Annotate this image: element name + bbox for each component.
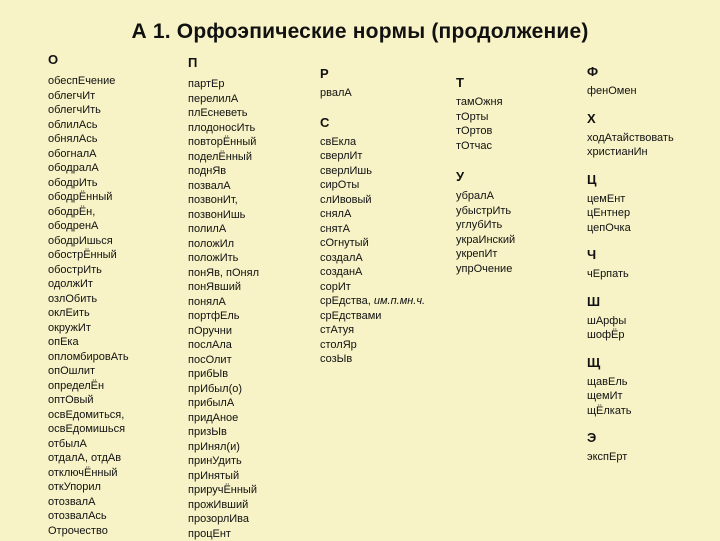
- word-item: [48, 132, 129, 147]
- column-p: [188, 55, 259, 541]
- word-text: слИвовый: [320, 194, 372, 206]
- word-text: ободралА: [48, 162, 99, 174]
- word-text: облегчИть: [48, 104, 101, 116]
- word-text: снятА: [320, 223, 350, 235]
- word-text: понялА: [188, 296, 226, 308]
- word-text: украИнский: [456, 234, 515, 246]
- word-item: [587, 206, 674, 221]
- word-text: срЕдствами: [320, 310, 381, 322]
- word-text: принУдить: [188, 455, 242, 467]
- word-text: отдалА, отдАв: [48, 452, 121, 464]
- word-item: [48, 350, 129, 365]
- word-item: [320, 323, 425, 338]
- word-item: [188, 367, 259, 382]
- word-text: шофЁр: [587, 329, 624, 341]
- word-text: прИнятый: [188, 470, 239, 482]
- word-item: [48, 147, 129, 162]
- word-text: понЯвший: [188, 281, 241, 293]
- letter-block-u: [456, 169, 515, 276]
- word-text: отключЁнный: [48, 467, 118, 479]
- word-text: плодоносИть: [188, 122, 255, 134]
- word-item: [188, 150, 259, 165]
- word-text: портфЕль: [188, 310, 240, 322]
- word-item: [456, 218, 515, 233]
- word-item: [587, 375, 674, 390]
- word-item: [320, 280, 425, 295]
- letter-heading: Т: [456, 75, 515, 91]
- word-item: [188, 324, 259, 339]
- page-title: А 1. Орфоэпические нормы (продолжение): [0, 20, 720, 44]
- column-f-e: [587, 64, 674, 477]
- word-text: созданА: [320, 266, 362, 278]
- word-item: [587, 389, 674, 404]
- word-item: [587, 450, 674, 465]
- word-text: оптОвый: [48, 394, 94, 406]
- word-text: рвалА: [320, 87, 352, 99]
- word-text: сОгнутый: [320, 237, 369, 249]
- word-text: определЁн: [48, 380, 104, 392]
- word-text: срЕдства,: [320, 295, 371, 307]
- word-item: [320, 207, 425, 222]
- word-text: укрепИт: [456, 248, 497, 260]
- word-text: ободрЁн,: [48, 206, 95, 218]
- word-text: сорИт: [320, 281, 351, 293]
- word-item: [48, 524, 129, 539]
- word-text: тамОжня: [456, 96, 503, 108]
- word-text: опЕка: [48, 336, 79, 348]
- word-text: свЕкла: [320, 136, 356, 148]
- word-item: [320, 265, 425, 280]
- word-item: [188, 382, 259, 397]
- word-item: [320, 352, 425, 367]
- word-item: [48, 379, 129, 394]
- word-item: [188, 280, 259, 295]
- letter-block-ch: [587, 247, 674, 282]
- word-list: [587, 450, 674, 465]
- word-text: повторЁнный: [188, 136, 256, 148]
- word-text: позвонИшь: [188, 209, 245, 221]
- word-item: [320, 178, 425, 193]
- word-text: придАное: [188, 412, 238, 424]
- word-text: обогналА: [48, 148, 97, 160]
- word-text: созЫв: [320, 353, 352, 365]
- word-text: обострИть: [48, 264, 102, 276]
- word-text: опломбировАть: [48, 351, 129, 363]
- word-item: [48, 277, 129, 292]
- word-item: [320, 86, 425, 101]
- word-list: [48, 74, 129, 538]
- word-text: озлОбить: [48, 293, 97, 305]
- letter-heading: Ш: [587, 294, 674, 310]
- word-item: [48, 509, 129, 524]
- word-text: ходАтайствовать: [587, 132, 674, 144]
- word-item: [456, 139, 515, 154]
- word-text: тОрты: [456, 111, 488, 123]
- letter-heading: П: [188, 55, 259, 71]
- word-item: [456, 95, 515, 110]
- word-item: [48, 263, 129, 278]
- word-text: облегчИт: [48, 90, 95, 102]
- word-item: [456, 262, 515, 277]
- word-text: шАрфы: [587, 315, 626, 327]
- word-text: отбылА: [48, 438, 87, 450]
- word-item: [320, 135, 425, 150]
- letter-heading: Ч: [587, 247, 674, 263]
- word-item: [188, 454, 259, 469]
- word-text: оклЕить: [48, 307, 90, 319]
- letter-heading: Р: [320, 66, 425, 82]
- word-text: освЕдомиться,: [48, 409, 124, 421]
- word-text: приручЁнный: [188, 484, 257, 496]
- word-item: [456, 189, 515, 204]
- word-text: чЕрпать: [587, 268, 629, 280]
- word-text: прибЫв: [188, 368, 228, 380]
- word-text: прИбыл(о): [188, 383, 242, 395]
- word-item: [587, 314, 674, 329]
- word-item: [188, 222, 259, 237]
- word-text: прожИвший: [188, 499, 248, 511]
- word-item: [320, 164, 425, 179]
- word-item: [48, 393, 129, 408]
- word-text: посОлит: [188, 354, 232, 366]
- word-item: [188, 77, 259, 92]
- word-item: [320, 236, 425, 251]
- word-item: [48, 466, 129, 481]
- letter-block-r: [320, 66, 425, 101]
- word-item: [48, 205, 129, 220]
- word-text: поделЁнный: [188, 151, 252, 163]
- column-o: [48, 52, 129, 538]
- word-item: [188, 106, 259, 121]
- word-list: [587, 267, 674, 282]
- word-text: цемЕнт: [587, 193, 625, 205]
- word-text: положИл: [188, 238, 234, 250]
- word-text: Отрочество: [48, 525, 108, 537]
- letter-heading: Э: [587, 430, 674, 446]
- word-item: [188, 440, 259, 455]
- word-list: [320, 86, 425, 101]
- word-text: создалА: [320, 252, 363, 264]
- word-text: перелилА: [188, 93, 238, 105]
- word-item: [48, 161, 129, 176]
- word-item: [456, 124, 515, 139]
- word-item: [320, 294, 425, 309]
- word-item: [48, 495, 129, 510]
- word-item: [188, 498, 259, 513]
- word-item: [320, 338, 425, 353]
- word-text: щемИт: [587, 390, 623, 402]
- word-text: освЕдомишься: [48, 423, 125, 435]
- word-item: [587, 328, 674, 343]
- word-list: [456, 95, 515, 153]
- word-item: [587, 131, 674, 146]
- grammar-note: им.п.мн.ч.: [371, 295, 425, 307]
- word-text: понЯв, пОнял: [188, 267, 259, 279]
- word-text: процЕнт: [188, 528, 231, 540]
- word-item: [188, 179, 259, 194]
- word-text: обеспЕчение: [48, 75, 115, 87]
- word-text: прибылА: [188, 397, 234, 409]
- word-text: обнялАсь: [48, 133, 97, 145]
- word-item: [320, 309, 425, 324]
- letter-heading: У: [456, 169, 515, 185]
- column-r-s: [320, 66, 425, 379]
- word-item: [320, 222, 425, 237]
- word-text: столЯр: [320, 339, 357, 351]
- word-item: [320, 149, 425, 164]
- word-item: [188, 164, 259, 179]
- word-text: облилАсь: [48, 119, 97, 131]
- word-item: [587, 221, 674, 236]
- letter-block-shch: [587, 355, 674, 419]
- word-list: [456, 189, 515, 276]
- word-item: [48, 480, 129, 495]
- word-text: прИнял(и): [188, 441, 240, 453]
- word-text: поднЯв: [188, 165, 226, 177]
- word-item: [48, 190, 129, 205]
- word-item: [188, 266, 259, 281]
- word-text: отозвалАсь: [48, 510, 107, 522]
- word-text: фенОмен: [587, 85, 637, 97]
- column-t-u: [456, 75, 515, 288]
- word-list: [587, 192, 674, 236]
- word-item: [48, 408, 129, 423]
- word-item: [48, 422, 129, 437]
- word-item: [320, 193, 425, 208]
- word-text: отозвалА: [48, 496, 95, 508]
- word-item: [48, 364, 129, 379]
- word-item: [188, 396, 259, 411]
- word-item: [587, 84, 674, 99]
- word-text: партЕр: [188, 78, 224, 90]
- word-item: [188, 92, 259, 107]
- word-text: снялА: [320, 208, 351, 220]
- word-item: [188, 309, 259, 324]
- word-item: [456, 204, 515, 219]
- word-text: ободрЁнный: [48, 191, 112, 203]
- word-item: [48, 234, 129, 249]
- word-item: [188, 121, 259, 136]
- word-text: щавЕль: [587, 376, 628, 388]
- word-item: [188, 237, 259, 252]
- word-item: [48, 118, 129, 133]
- word-text: стАтуя: [320, 324, 354, 336]
- word-item: [587, 192, 674, 207]
- word-text: ободрИшься: [48, 235, 113, 247]
- word-text: обострЁнный: [48, 249, 117, 261]
- letter-block-ts: [587, 172, 674, 236]
- word-text: прозорлИва: [188, 513, 249, 525]
- word-text: экспЕрт: [587, 451, 627, 463]
- word-list: [587, 314, 674, 343]
- word-text: убыстрИть: [456, 205, 511, 217]
- word-item: [188, 193, 259, 208]
- word-text: цЕнтнер: [587, 207, 630, 219]
- word-item: [48, 321, 129, 336]
- letter-block-h: [587, 111, 674, 160]
- letter-block-s: [320, 115, 425, 367]
- word-list: [587, 375, 674, 419]
- word-item: [587, 267, 674, 282]
- word-item: [48, 74, 129, 89]
- word-item: [48, 306, 129, 321]
- letter-heading: Щ: [587, 355, 674, 371]
- letter-heading: Ф: [587, 64, 674, 80]
- letter-heading: Ц: [587, 172, 674, 188]
- word-item: [456, 247, 515, 262]
- word-item: [188, 295, 259, 310]
- word-list: [320, 135, 425, 367]
- word-item: [188, 338, 259, 353]
- word-item: [48, 248, 129, 263]
- word-text: ободрИть: [48, 177, 98, 189]
- word-item: [48, 335, 129, 350]
- letter-block-sh: [587, 294, 674, 343]
- word-text: послАла: [188, 339, 232, 351]
- word-item: [188, 208, 259, 223]
- word-text: сверлИт: [320, 150, 362, 162]
- word-text: полилА: [188, 223, 226, 235]
- word-text: одолжИт: [48, 278, 93, 290]
- word-item: [188, 251, 259, 266]
- word-text: убралА: [456, 190, 494, 202]
- letter-heading: О: [48, 52, 129, 68]
- word-text: христианИн: [587, 146, 648, 158]
- word-item: [456, 233, 515, 248]
- word-text: плЕсневеть: [188, 107, 248, 119]
- word-text: окружИт: [48, 322, 91, 334]
- word-item: [587, 145, 674, 160]
- word-text: углубИть: [456, 219, 502, 231]
- word-item: [456, 110, 515, 125]
- letter-heading: Х: [587, 111, 674, 127]
- letter-block-f: [587, 64, 674, 99]
- word-item: [48, 219, 129, 234]
- letter-block-t: [456, 75, 515, 153]
- word-text: пОручни: [188, 325, 232, 337]
- word-text: позвонИт,: [188, 194, 238, 206]
- letter-block-e: [587, 430, 674, 465]
- word-item: [188, 469, 259, 484]
- word-item: [48, 176, 129, 191]
- word-item: [188, 425, 259, 440]
- word-list: [587, 131, 674, 160]
- word-list: [188, 77, 259, 541]
- word-item: [188, 527, 259, 541]
- word-item: [188, 512, 259, 527]
- word-text: позвалА: [188, 180, 231, 192]
- word-text: сверлИшь: [320, 165, 372, 177]
- word-text: тОртов: [456, 125, 492, 137]
- word-item: [188, 411, 259, 426]
- word-item: [587, 404, 674, 419]
- word-item: [48, 292, 129, 307]
- word-text: призЫв: [188, 426, 227, 438]
- word-item: [320, 251, 425, 266]
- word-text: ободренА: [48, 220, 98, 232]
- word-text: цепОчка: [587, 222, 631, 234]
- word-item: [188, 135, 259, 150]
- letter-heading: С: [320, 115, 425, 131]
- word-text: опОшлит: [48, 365, 95, 377]
- word-item: [188, 353, 259, 368]
- word-item: [48, 89, 129, 104]
- word-text: упрОчение: [456, 263, 512, 275]
- word-item: [188, 483, 259, 498]
- word-item: [48, 437, 129, 452]
- word-text: тОтчас: [456, 140, 492, 152]
- word-text: щЁлкать: [587, 405, 632, 417]
- word-list: [587, 84, 674, 99]
- word-item: [48, 103, 129, 118]
- word-item: [48, 451, 129, 466]
- word-text: сирОты: [320, 179, 359, 191]
- word-text: положИть: [188, 252, 238, 264]
- word-text: откУпорил: [48, 481, 101, 493]
